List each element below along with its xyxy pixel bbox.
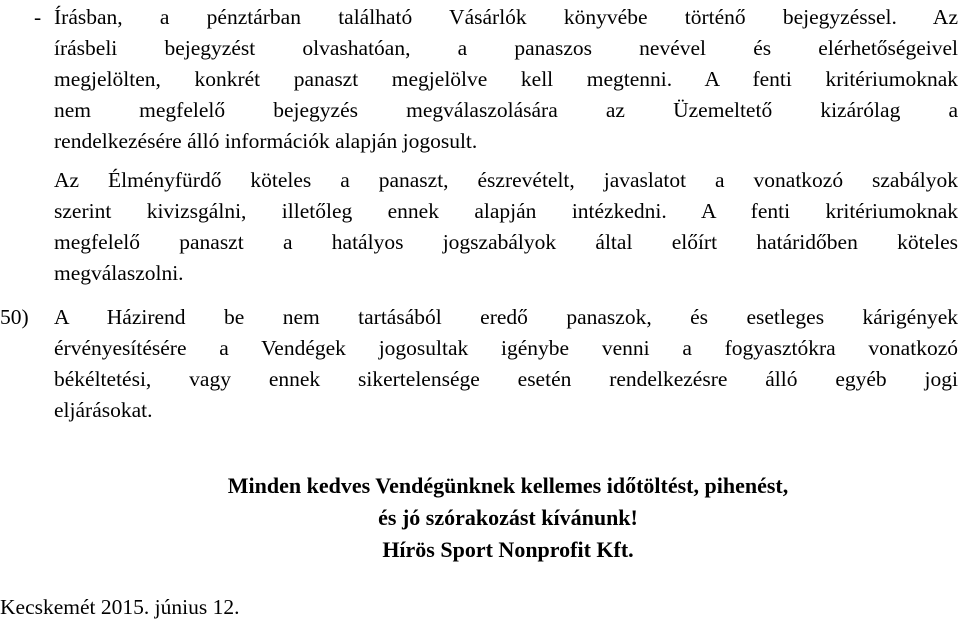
text-line: megválaszolni. xyxy=(54,261,184,285)
text-line: rendelkezésére álló információk alapján jogosult. xyxy=(54,129,478,153)
text-line: Az Élményfürdő köteles a panaszt, észrevételt, javaslatot a vonatkozó szabályok xyxy=(54,168,958,192)
dash-item-text xyxy=(54,2,958,157)
text-line: írásbeli bejegyzést olvashatóan, a panaszos nevével és elérhetőségeivel xyxy=(54,36,958,60)
closing-line: Minden kedves Vendégünknek kellemes időtöltést, pihenést, xyxy=(227,473,789,498)
text-line: szerint kivizsgálni, illetőleg ennek alapján intézkedni. A fenti kritériumoknak xyxy=(54,199,958,223)
text-line: eljárásokat. xyxy=(54,398,153,422)
company-name: Hírös Sport Nonprofit Kft. xyxy=(382,537,634,562)
list-dash-marker: - xyxy=(34,5,42,29)
text-line: A Házirend be nem tartásából eredő panaszok, és esetleges kárigények xyxy=(54,305,958,329)
text-line: nem megfelelő bejegyzés megválaszolására az Üzemeltető kizárólag a xyxy=(54,98,958,122)
text-line: érvényesítésére a Vendégek jogosultak igénybe venni a fogyasztókra vonatkozó xyxy=(54,336,958,360)
numbered-item-text xyxy=(54,302,958,426)
place-and-date: Kecskemét 2015. június 12. xyxy=(0,595,240,619)
complaint-handling-paragraph xyxy=(54,165,958,289)
closing-line: és jó szórakozást kívánunk! xyxy=(378,505,638,530)
closing-greeting xyxy=(0,470,960,566)
text-line: békéltetési, vagy ennek sikertelensége esetén rendelkezésre álló egyéb jogi xyxy=(54,367,958,391)
text-line: Írásban, a pénztárban található Vásárlók könyvébe történő bejegyzéssel. Az xyxy=(54,5,958,29)
item-number: 50) xyxy=(0,305,29,329)
text-line: megjelölten, konkrét panaszt megjelölve kell megtenni. A fenti kritériumoknak xyxy=(54,67,958,91)
text-line: megfelelő panaszt a hatályos jogszabályok által előírt határidőben köteles xyxy=(54,230,958,254)
